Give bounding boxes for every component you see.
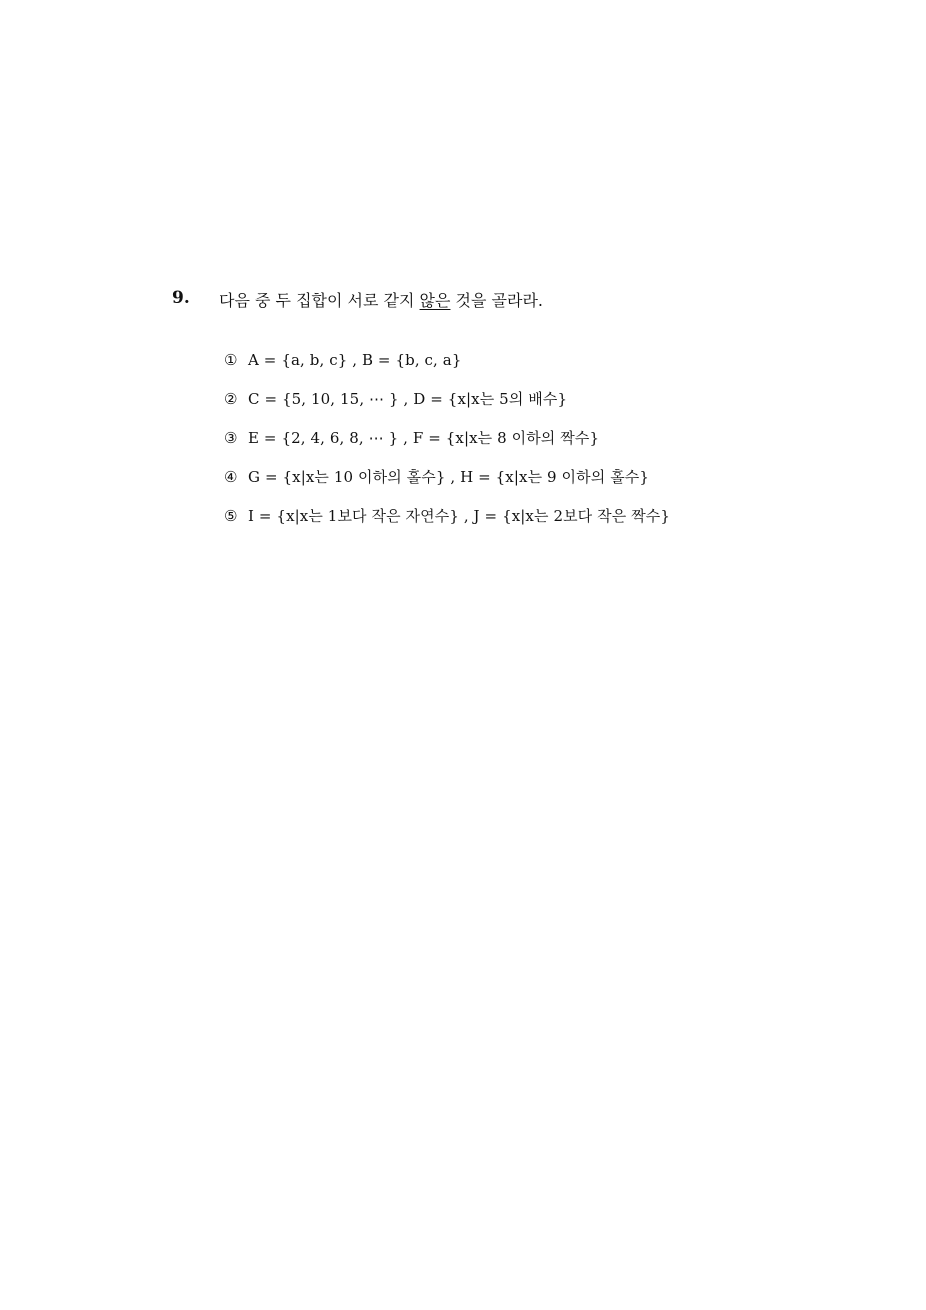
- answer-choices: [224, 340, 844, 535]
- question-number: 9.: [172, 288, 190, 308]
- choice-marker: ②: [224, 389, 238, 408]
- choice-text: E = {2, 4, 6, 8, ⋯ } , F = {x|x는 8 이하의 짝수}: [248, 429, 600, 447]
- choice-marker: ④: [224, 467, 238, 486]
- choice-2[interactable]: [224, 379, 844, 418]
- question-stem: [219, 288, 543, 311]
- choice-text: C = {5, 10, 15, ⋯ } , D = {x|x는 5의 배수}: [248, 390, 568, 408]
- stem-underlined-word: 않은: [419, 291, 451, 310]
- choice-text: A = {a, b, c} , B = {b, c, a}: [248, 350, 462, 369]
- choice-5[interactable]: [224, 496, 844, 535]
- choice-text: G = {x|x는 10 이하의 홀수} , H = {x|x는 9 이하의 홀수}: [248, 468, 650, 486]
- choice-1[interactable]: [224, 340, 844, 379]
- choice-marker: ①: [224, 350, 238, 369]
- choice-marker: ③: [224, 428, 238, 447]
- choice-3[interactable]: [224, 418, 844, 457]
- choice-text: I = {x|x는 1보다 작은 자연수} , J = {x|x는 2보다 작은 짝수}: [248, 507, 671, 525]
- choice-marker: ⑤: [224, 506, 238, 525]
- stem-text-before: 다음 중 두 집합이 서로 같지: [219, 291, 420, 310]
- stem-text-after: 것을 골라라.: [450, 291, 544, 310]
- choice-4[interactable]: [224, 457, 844, 496]
